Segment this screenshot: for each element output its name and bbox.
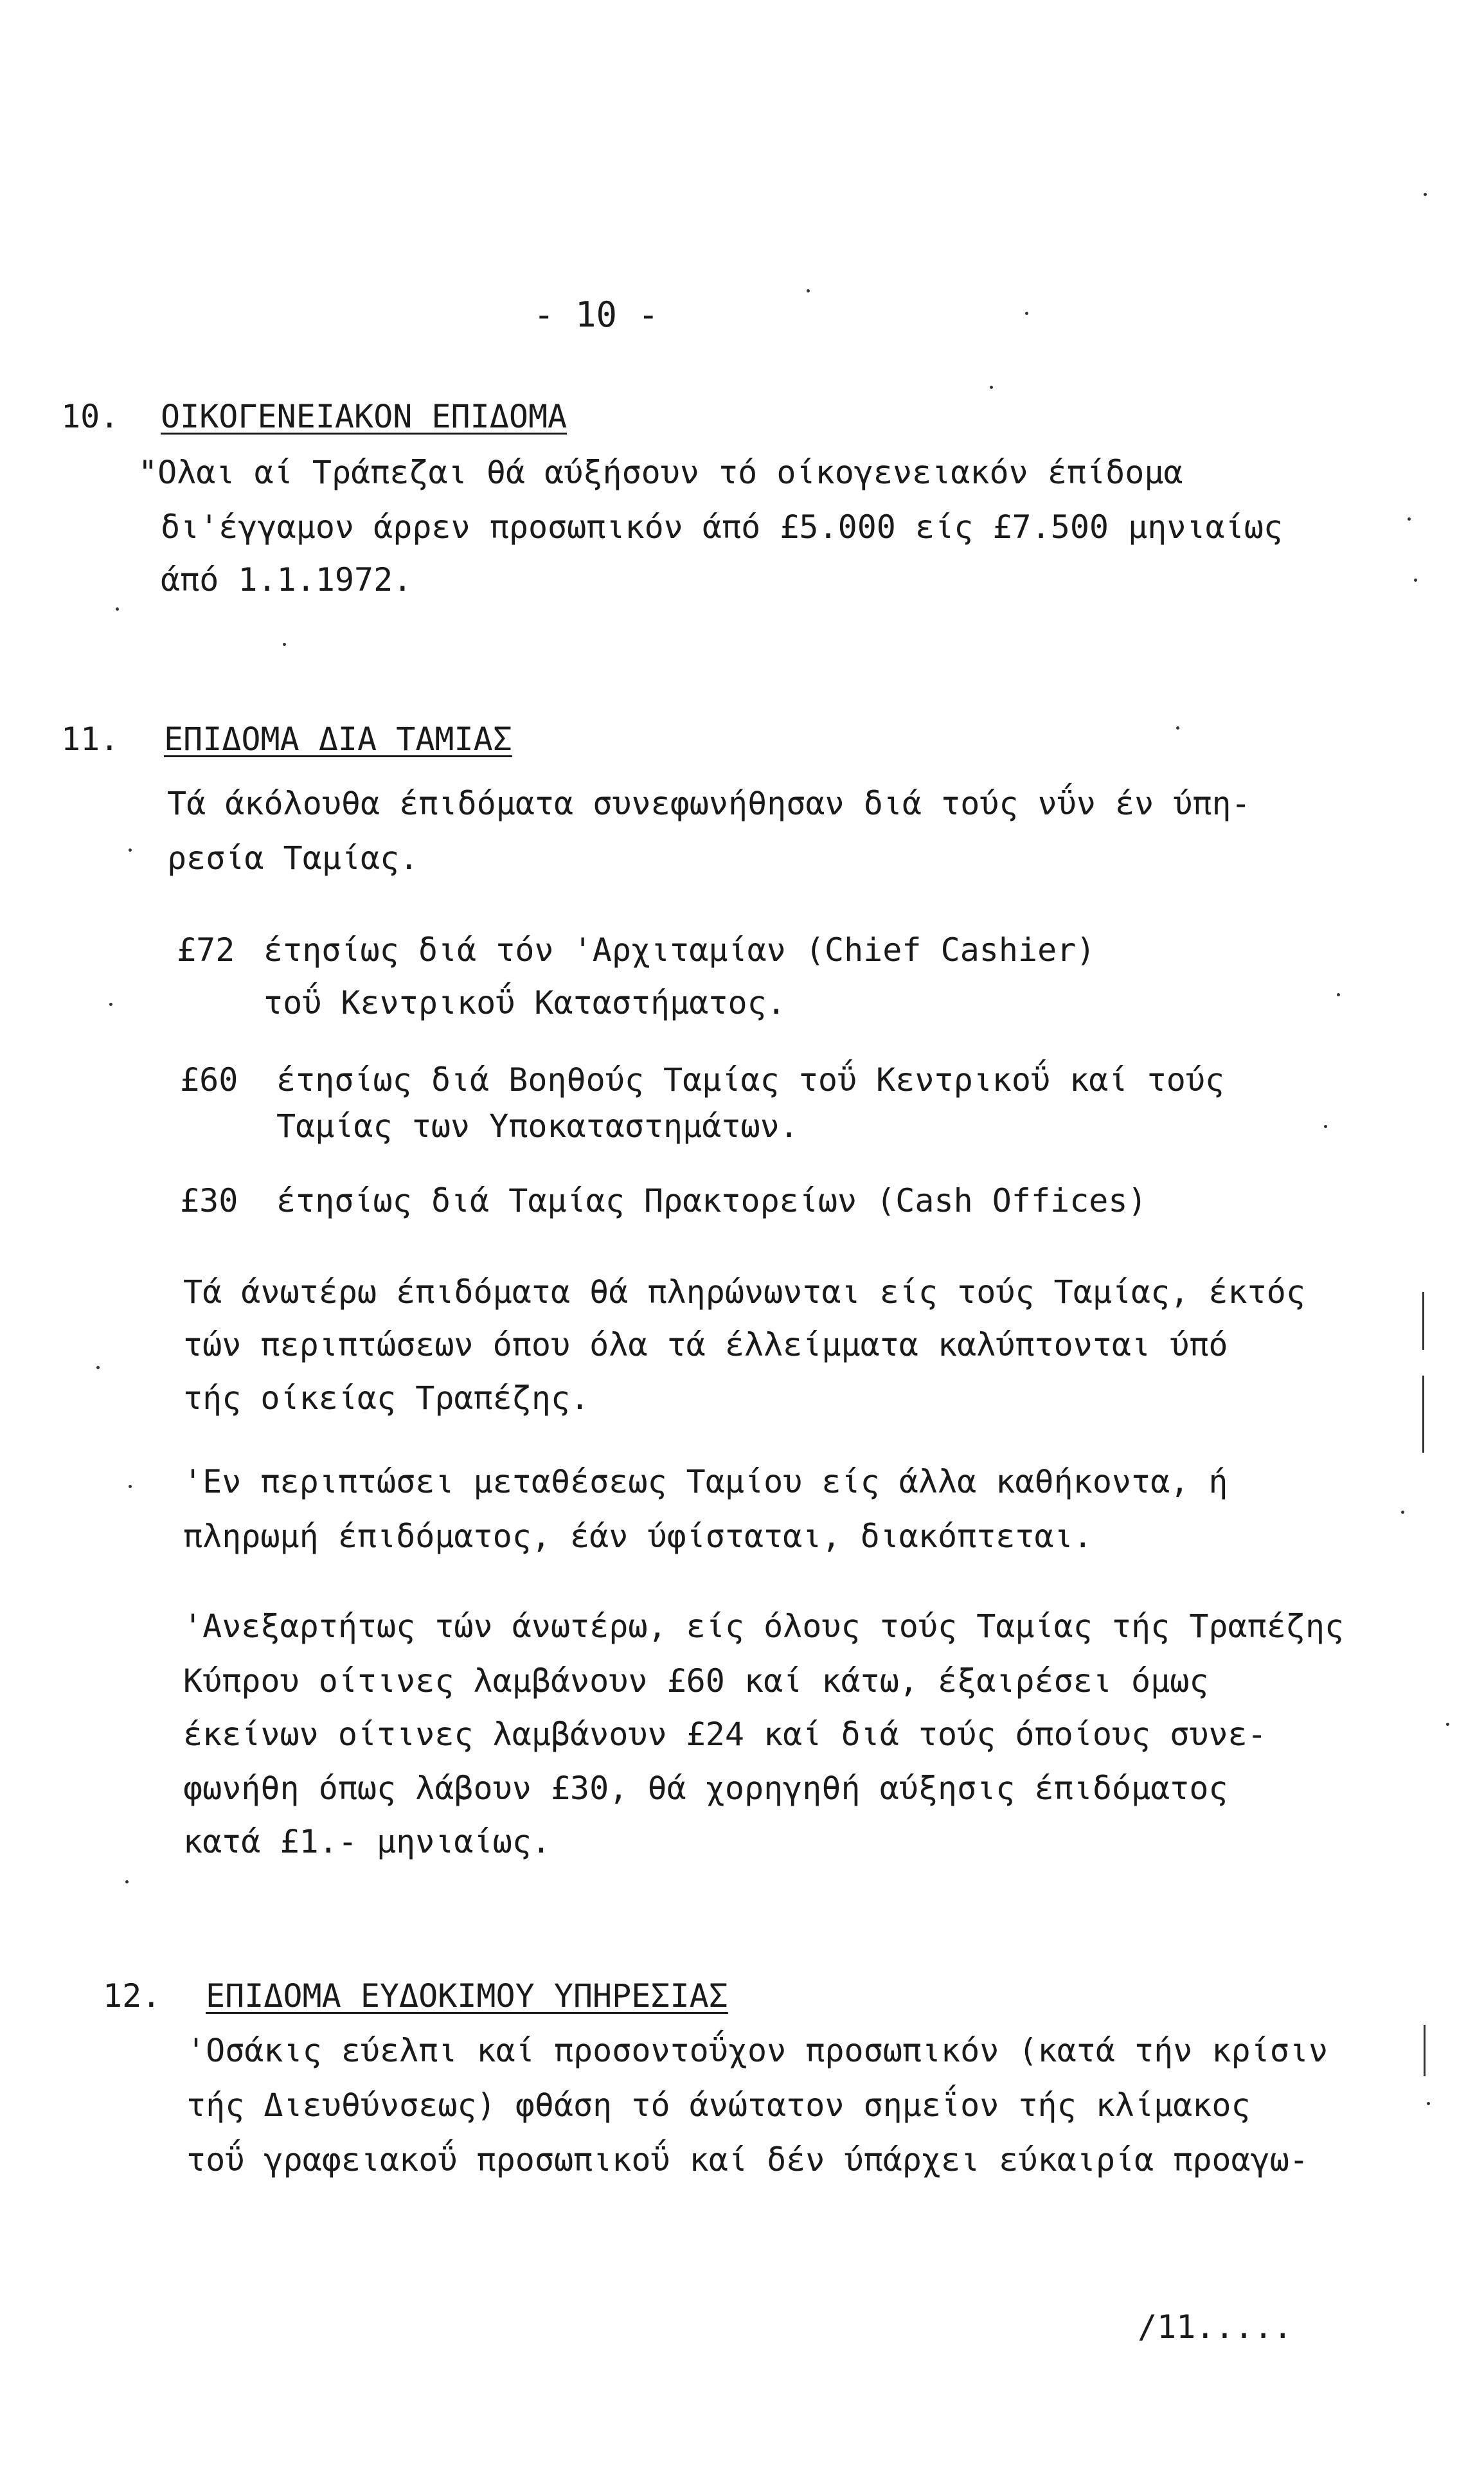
allowance-line: τοΰ Κεντρικοΰ Καταστήματος. [264,984,786,1021]
allowance-line: Ταμίας των Υποκαταστημάτων. [276,1108,799,1145]
paragraph-line: τής οίκείας Τραπέζης. [183,1379,590,1417]
section-10-number: 10. [61,398,120,435]
section-11-intro-line: Τά άκόλουθα έπιδόματα συνεφωνήθησαν διά τούς νΰν έν ύπη- [167,785,1251,822]
paragraph-line: 'Ανεξαρτήτως τών άνωτέρω, είς όλους τούς Ταμίας τής Τραπέζης [183,1608,1345,1645]
section-12-line: 'Οσάκις εύελπι καί προσοντοΰχον προσωπικόν (κατά τήν κρίσιν [186,2032,1328,2069]
scan-speck [96,1366,100,1369]
section-12-title: ΕΠΙΔΟΜΑ ΕΥΔΟΚΙΜΟΥ ΥΠΗΡΕΣΙΑΣ [206,1977,728,2015]
allowance-amount: £30 [180,1182,238,1219]
scan-speck [283,643,286,646]
section-10-line: άπό 1.1.1972. [161,561,413,598]
scan-speck [1176,726,1179,730]
scan-speck [807,289,810,292]
margin-mark [1422,1292,1424,1350]
scan-speck [1401,1511,1404,1514]
section-11-title: ΕΠΙΔΟΜΑ ΔΙΑ ΤΑΜΙΑΣ [164,721,512,758]
paragraph-line: τών περιπτώσεων όπου όλα τά έλλείμματα καλύπτονται ύπό [183,1326,1228,1363]
section-10-title: ΟΙΚΟΓΕΝΕΙΑΚΟΝ ΕΠΙΔΟΜΑ [161,398,568,435]
paragraph-line: κατά £1.- μηνιαίως. [183,1823,551,1860]
scan-speck [1324,1125,1327,1128]
section-10-line: "Ολαι αί Τράπεζαι θά αύξήσουν τό οίκογενειακόν έπίδομα [138,454,1183,491]
allowance-line: έτησίως διά Βοηθούς Ταμίας τοΰ Κεντρικοΰ καί τούς [276,1061,1225,1099]
scan-speck [1408,517,1411,521]
paragraph-line: Τά άνωτέρω έπιδόματα θά πληρώνωνται είς τούς Ταμίας, έκτός [183,1273,1305,1311]
page-number: - 10 - [533,294,659,335]
section-11-intro-line: ρεσία Ταμίας. [167,839,419,877]
scan-speck [1427,2102,1430,2105]
allowance-line: έτησίως διά τόν 'Αρχιταμίαν (Chief Cashier) [264,931,1096,969]
section-12-line: τοΰ γραφειακοΰ προσωπικοΰ καί δέν ύπάρχει εύκαιρία προαγω- [186,2141,1309,2178]
scan-speck [109,1003,112,1006]
section-10-line: δι'έγγαμον άρρεν προσωπικόν άπό £5.000 είς £7.500 μηνιαίως [161,508,1283,546]
scan-speck [1414,579,1417,582]
scan-speck [1337,993,1340,996]
allowance-amount: £72 [177,931,235,969]
scan-speck [1446,1723,1449,1726]
scan-speck [116,607,119,611]
margin-mark [1422,1376,1424,1453]
paragraph-line: φωνήθη όπως λάβουν £30, θά χορηγηθή αύξησις έπιδόματος [183,1770,1228,1807]
margin-mark [1424,2025,1426,2076]
allowance-amount: £60 [180,1061,238,1099]
paragraph-line: 'Εν περιπτώσει μεταθέσεως Ταμίου είς άλλα καθήκοντα, ή [183,1463,1228,1500]
scan-speck [1424,193,1427,196]
allowance-line: έτησίως διά Ταμίας Πρακτορείων (Cash Offices) [276,1182,1147,1219]
paragraph-line: Κύπρου οίτινες λαμβάνουν £60 καί κάτω, έξαιρέσει όμως [183,1662,1209,1700]
scan-speck [129,1485,132,1488]
paragraph-line: πληρωμή έπιδόματος, έάν ύφίσταται, διακόπτεται. [183,1518,1093,1555]
scan-speck [125,1880,129,1883]
section-11-number: 11. [61,721,120,758]
section-12-line: τής Διευθύνσεως) φθάση τό άνώτατον σημεΐον τής κλίμακος [186,2087,1251,2124]
scan-speck [129,848,132,852]
scan-speck [1025,312,1028,315]
scan-speck [990,386,993,389]
paragraph-line: έκείνων οίτινες λαμβάνουν £24 καί διά τούς όποίους συνε- [183,1716,1267,1753]
continuation-marker: /11..... [1138,2308,1292,2346]
section-12-number: 12. [103,1977,161,2015]
